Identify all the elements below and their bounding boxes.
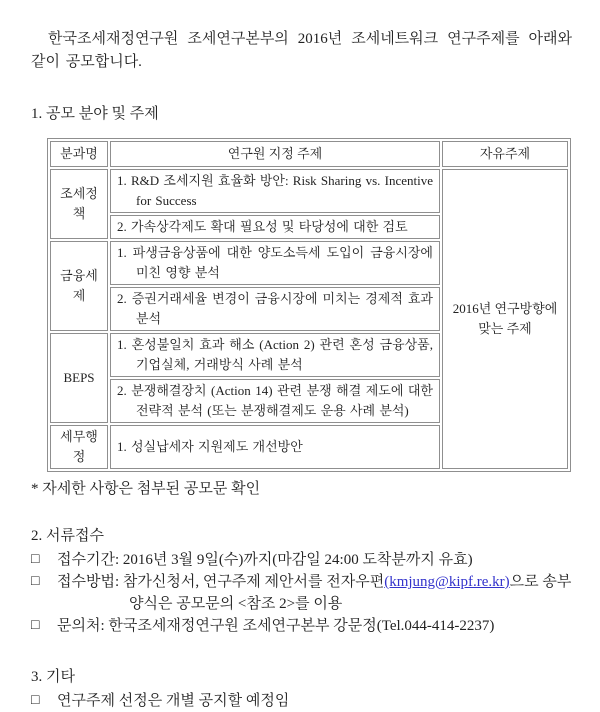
topics-table: [47, 138, 571, 472]
bullet-item-text: 접수기간: 2016년 3월 9일(수)까지(마감일 24:00 도착분까지 유효): [57, 552, 473, 568]
checkbox-bullet-icon: □: [31, 618, 40, 633]
bullet-item-text: 문의처: 한국조세재정연구원 조세연구본부 강문정(Tel.044-414-2237): [57, 618, 495, 634]
bullet-item-text: [57, 571, 572, 615]
topic-cell: [110, 379, 440, 423]
bullet-item-text: 연구주제 선정은 개별 공지할 예정임: [57, 693, 290, 709]
table-footnote: * 자세한 사항은 첨부된 공모문 확인: [31, 481, 261, 497]
checkbox-bullet-icon: □: [31, 693, 40, 708]
topic-cell: [110, 287, 440, 331]
category-cell-tax-policy: 조세정책: [50, 169, 108, 239]
document-submission-list: [31, 549, 572, 637]
bullet-item-reception-period: [31, 549, 572, 571]
topic-text: 2. 가속상각제도 확대 필요성 및 타당성에 대한 검토: [117, 219, 408, 234]
checkbox-bullet-icon: □: [31, 552, 40, 567]
bullet-item-contact: [31, 615, 572, 637]
category-cell-tax-administration: 세무행정: [50, 425, 108, 469]
topic-cell: [110, 241, 440, 285]
category-cell-beps: BEPS: [50, 333, 108, 423]
header-cell-category: 분과명: [50, 141, 108, 167]
section-heading-1: 1. 공모 분야 및 주제: [31, 106, 159, 122]
reception-method-line: [57, 571, 572, 593]
section-heading-3: 3. 기타: [31, 669, 75, 685]
topic-cell: [110, 333, 440, 377]
topic-text: 2. 분쟁해결장치 (Action 14) 관련 분쟁 해결 제도에 대한 전략적 분석 (또는 분쟁해결제도 운용 사례 분석): [117, 383, 433, 418]
header-cell-designated-topics: 연구원 지정 주제: [110, 141, 440, 167]
topic-cell: [110, 215, 440, 239]
topic-text: 1. 혼성불일치 효과 해소 (Action 2) 관련 혼성 금융상품, 기업실체, 거래방식 사례 분석: [117, 337, 433, 372]
table-header-row: [50, 141, 568, 167]
topic-cell: [110, 169, 440, 213]
bullet-item-reception-method: [31, 571, 572, 615]
topic-text: 1. 성실납세자 지원제도 개선방안: [117, 439, 303, 454]
email-link[interactable]: (kmjung@kipf.re.kr): [384, 574, 510, 590]
bullet-item-notice: [31, 690, 572, 712]
reception-method-prefix: 접수방법: 참가신청서, 연구주제 제안서를 전자우편: [57, 574, 385, 590]
header-cell-free-topic: 자유주제: [442, 141, 568, 167]
topic-text: 1. R&D 조세지원 효율화 방안: Risk Sharing vs. Incentive for Success: [117, 173, 434, 208]
table-row: [50, 169, 568, 213]
intro-paragraph: 한국조세재정연구원 조세연구본부의 2016년 조세네트워크 연구주제를 아래와 같이 공모합니다.: [31, 31, 572, 70]
reception-method-suffix: 으로 송부: [509, 574, 572, 590]
section-heading-2: 2. 서류접수: [31, 528, 104, 544]
category-cell-financial-tax: 금융세제: [50, 241, 108, 331]
topic-text: 1. 파생금융상품에 대한 양도소득세 도입이 금융시장에 미친 영향 분석: [117, 245, 433, 280]
topic-cell: [110, 425, 440, 469]
topic-text: 2. 증권거래세율 변경이 금융시장에 미치는 경제적 효과 분석: [117, 291, 433, 326]
etc-list: [31, 690, 572, 712]
checkbox-bullet-icon: □: [31, 574, 40, 589]
continuation-line: 양식은 공모문의 <참조 2>를 이용: [129, 596, 343, 612]
free-topic-cell: 2016년 연구방향에 맞는 주제: [442, 169, 568, 469]
